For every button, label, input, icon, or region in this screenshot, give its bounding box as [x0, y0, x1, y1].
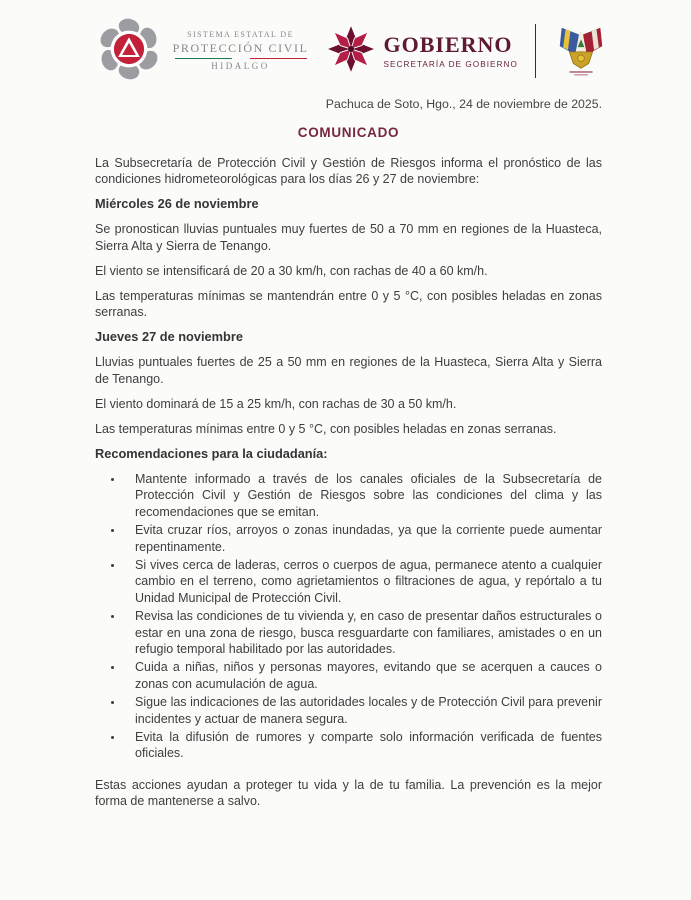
- closing-paragraph: Estas acciones ayudan a proteger tu vida y la de tu familia. La prevención es la mejor forma de mantenerse a salvo.: [95, 777, 602, 808]
- proteccion-civil-logo-icon: [96, 16, 162, 87]
- list-item: • Sigue las indicaciones de las autoridades locales y de Protección Civil para prevenir incidentes y actuar de manera segura.: [124, 694, 602, 726]
- pc-wordmark-line3: HIDALGO: [211, 61, 270, 72]
- recommendations-list: [95, 471, 602, 761]
- forecast-paragraph: Lluvias puntuales fuertes de 25 a 50 mm en regiones de la Huasteca, Sierra Alta y Sierra de Tenango.: [95, 355, 602, 386]
- list-item: • Mantente informado a través de los canales oficiales de la Subsecretaría de Protección Civil y Gestión de Riesgos sobre las condiciones del clima y las recomendaciones que se emitan.: [124, 471, 602, 520]
- pc-flag-rule: [175, 58, 307, 60]
- document-header: [14, 0, 691, 88]
- section-miercoles-26: [95, 196, 602, 320]
- document-title: COMUNICADO: [297, 125, 400, 140]
- pc-wordmark-line1: SISTEMA ESTATAL DE: [187, 29, 294, 39]
- list-item: • Evita la difusión de rumores y comparte solo información verificada de fuentes oficiales.: [124, 729, 602, 761]
- flag-red-segment: [250, 58, 307, 60]
- gobierno-title: GOBIERNO: [383, 32, 513, 58]
- flag-green-segment: [175, 58, 232, 60]
- section-jueves-27: [95, 329, 602, 437]
- list-item: • Si vives cerca de laderas, cerros o cuerpos de agua, permanece atento a cualquier cambio en el terreno, como agrietamientos o filtraciones de agua, y repórtalo a tu Unidad Municipal de Protección Civil.: [124, 557, 602, 606]
- temperature-paragraph: Las temperaturas mínimas entre 0 y 5 °C, con posibles heladas en zonas serranas.: [95, 422, 557, 437]
- section-heading: Miércoles 26 de noviembre: [95, 196, 259, 212]
- list-item: • Cuida a niñas, niños y personas mayores, evitando que se acerquen a cauces o zonas con acumulación de agua.: [124, 659, 602, 691]
- header-divider: [535, 24, 537, 78]
- dateline: Pachuca de Soto, Hgo., 24 de noviembre de 2025.: [325, 97, 602, 111]
- hidalgo-crest-icon: [553, 20, 609, 83]
- forecast-paragraph: Se pronostican lluvias puntuales muy fuertes de 50 a 70 mm en regiones de la Huasteca, Sierra Alta y Sierra de Tenango.: [95, 222, 602, 253]
- pc-wordmark-line2: PROTECCIÓN CIVIL: [172, 40, 309, 55]
- document-body: [0, 97, 691, 809]
- section-recomendaciones: [95, 446, 602, 761]
- intro-paragraph: La Subsecretaría de Protección Civil y Gestión de Riesgos informa el pronóstico de las condiciones hidrometeorológicas para los días 26 y 27 de noviembre:: [95, 156, 602, 187]
- gobierno-subtitle: SECRETARÍA DE GOBIERNO: [383, 59, 518, 69]
- gobierno-wordmark: [384, 33, 518, 68]
- list-item: • Revisa las condiciones de tu vivienda y, en caso de presentar daños estructurales o estar en una zona de riesgo, busca resguardarte con familiares, amistades o en un refugio temporal habilitado por las autoridades.: [124, 608, 602, 657]
- wind-paragraph: El viento se intensificará de 20 a 30 km/h, con rachas de 40 a 60 km/h.: [95, 263, 488, 278]
- section-heading: Jueves 27 de noviembre: [95, 329, 243, 345]
- list-item: • Evita cruzar ríos, arroyos o zonas inundadas, ya que la corriente puede aumentar repentinamente.: [124, 522, 602, 554]
- gobierno-star-icon: [326, 24, 376, 79]
- recommendations-heading: Recomendaciones para la ciudadanía:: [95, 446, 328, 462]
- wind-paragraph: El viento dominará de 15 a 25 km/h, con rachas de 30 a 50 km/h.: [95, 396, 457, 411]
- temperature-paragraph: Las temperaturas mínimas se mantendrán entre 0 y 5 °C, con posibles heladas en zonas serranas.: [95, 289, 602, 320]
- gobierno-logo-block: [326, 24, 518, 79]
- proteccion-civil-wordmark: [173, 30, 309, 73]
